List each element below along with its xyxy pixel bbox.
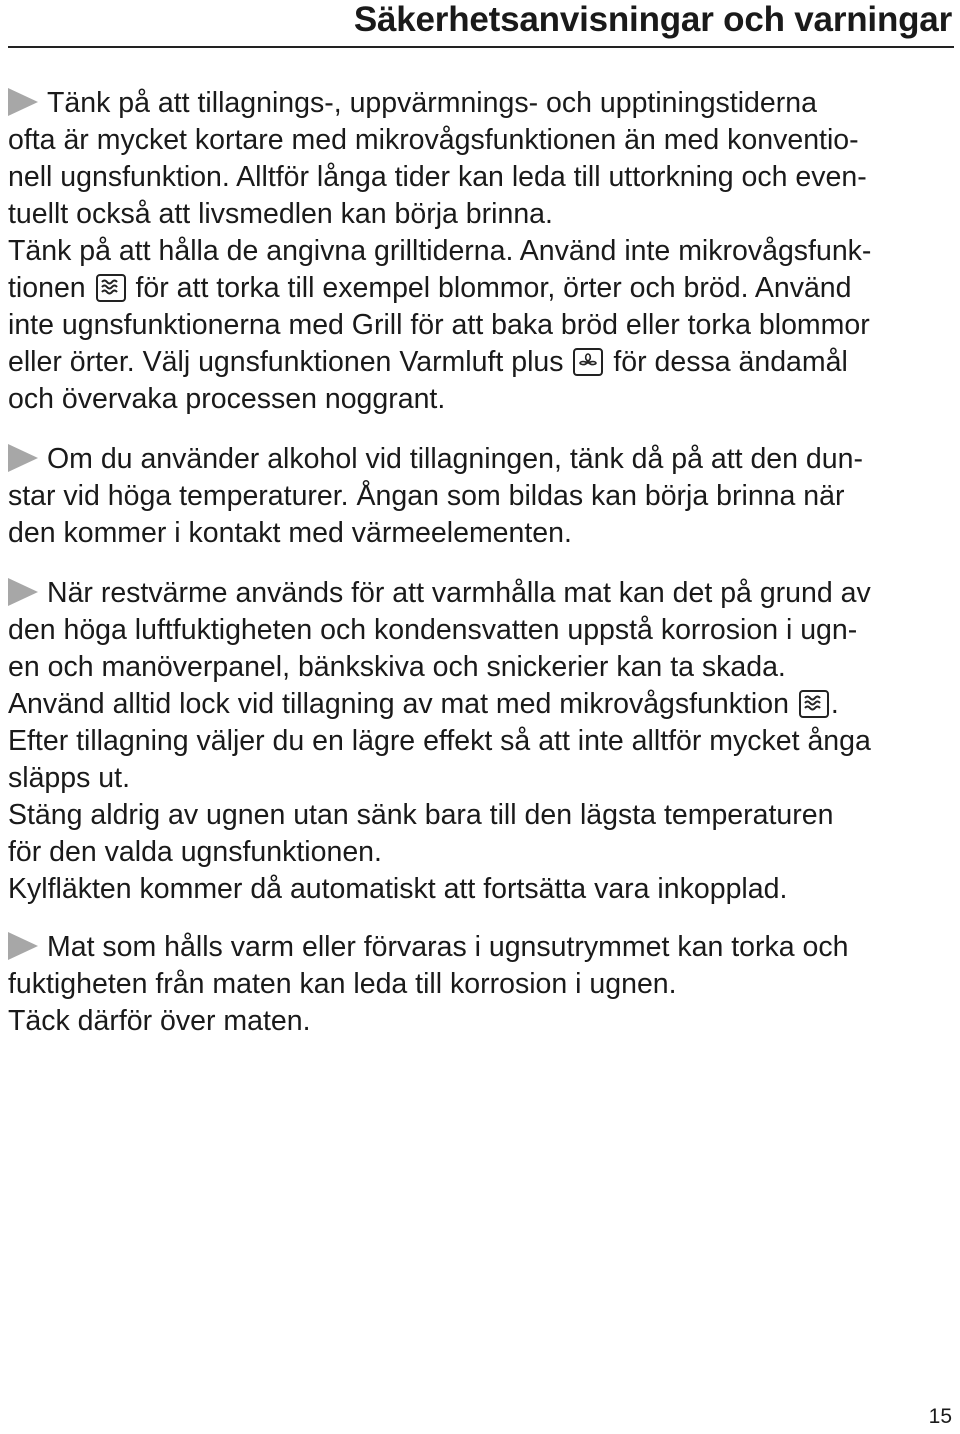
page-title: Säkerhetsanvisningar och varningar [353,0,952,39]
text-line: Mat som hålls varm eller förvaras i ugnsutrymmet kan torka och [47,931,849,963]
text-line: för att torka till exempel blommor, örter och bröd. Använd [135,272,852,304]
text-line: den höga luftfuktigheten och kondensvatten uppstå korrosion i ugn- [8,614,858,646]
text-line: När restvärme används för att varmhålla mat kan det på grund av [47,577,871,609]
document-body [8,85,958,1040]
header-divider [8,46,954,48]
warning-bullet-icon [8,932,38,960]
warning-paragraph-3 [8,575,958,908]
text-line: släpps ut. [8,762,130,794]
text-line: Tänk på att tillagnings-, uppvärmnings- och upptiningstiderna [47,87,817,119]
text-line: Täck därför över maten. [8,1005,311,1037]
warning-bullet-icon [8,444,38,472]
warning-bullet-icon [8,578,38,606]
text-line: Använd alltid lock vid tillagning av mat med mikrovågsfunktion [8,688,789,720]
warning-bullet-icon [8,88,38,116]
text-line: för dessa ändamål [613,346,848,378]
warning-paragraph-4 [8,929,958,1040]
text-line: Efter tillagning väljer du en lägre effekt så att inte alltför mycket ånga [8,725,871,757]
text-line: fuktigheten från maten kan leda till korrosion i ugnen. [8,968,677,1000]
text-line: och övervaka processen noggrant. [8,383,446,415]
text-line: tionen [8,272,86,304]
text-line: Stäng aldrig av ugnen utan sänk bara till den lägsta temperaturen [8,799,834,831]
page-number: 15 [928,1405,952,1428]
text-line: tuellt också att livsmedlen kan börja brinna. [8,198,553,230]
text-line: en och manöverpanel, bänkskiva och snickerier kan ta skada. [8,651,786,683]
warning-paragraph-2 [8,441,958,552]
microwave-symbol-icon [799,690,829,718]
text-line: eller örter. Välj ugnsfunktionen Varmluft plus [8,346,564,378]
text-line: . [830,688,839,720]
text-line: Tänk på att hålla de angivna grilltiderna. Använd inte mikrovågsfunk- [8,235,872,267]
text-line: Om du använder alkohol vid tillagningen, tänk då på att den dun- [47,443,863,475]
text-line: den kommer i kontakt med värmeelementen. [8,517,572,549]
text-line: Kylfläkten kommer då automatiskt att fortsätta vara inkopplad. [8,873,788,905]
fan-plus-symbol-icon [573,348,603,376]
text-line: för den valda ugnsfunktionen. [8,836,382,868]
text-line: inte ugnsfunktionerna med Grill för att baka bröd eller torka blommor [8,309,870,341]
microwave-symbol-icon [96,274,126,302]
warning-paragraph-1 [8,85,958,418]
text-line: ofta är mycket kortare med mikrovågsfunktionen än med konventio- [8,124,859,156]
text-line: star vid höga temperaturer. Ångan som bildas kan börja brinna när [8,480,845,512]
text-line: nell ugnsfunktion. Alltför långa tider kan leda till uttorkning och even- [8,161,867,193]
